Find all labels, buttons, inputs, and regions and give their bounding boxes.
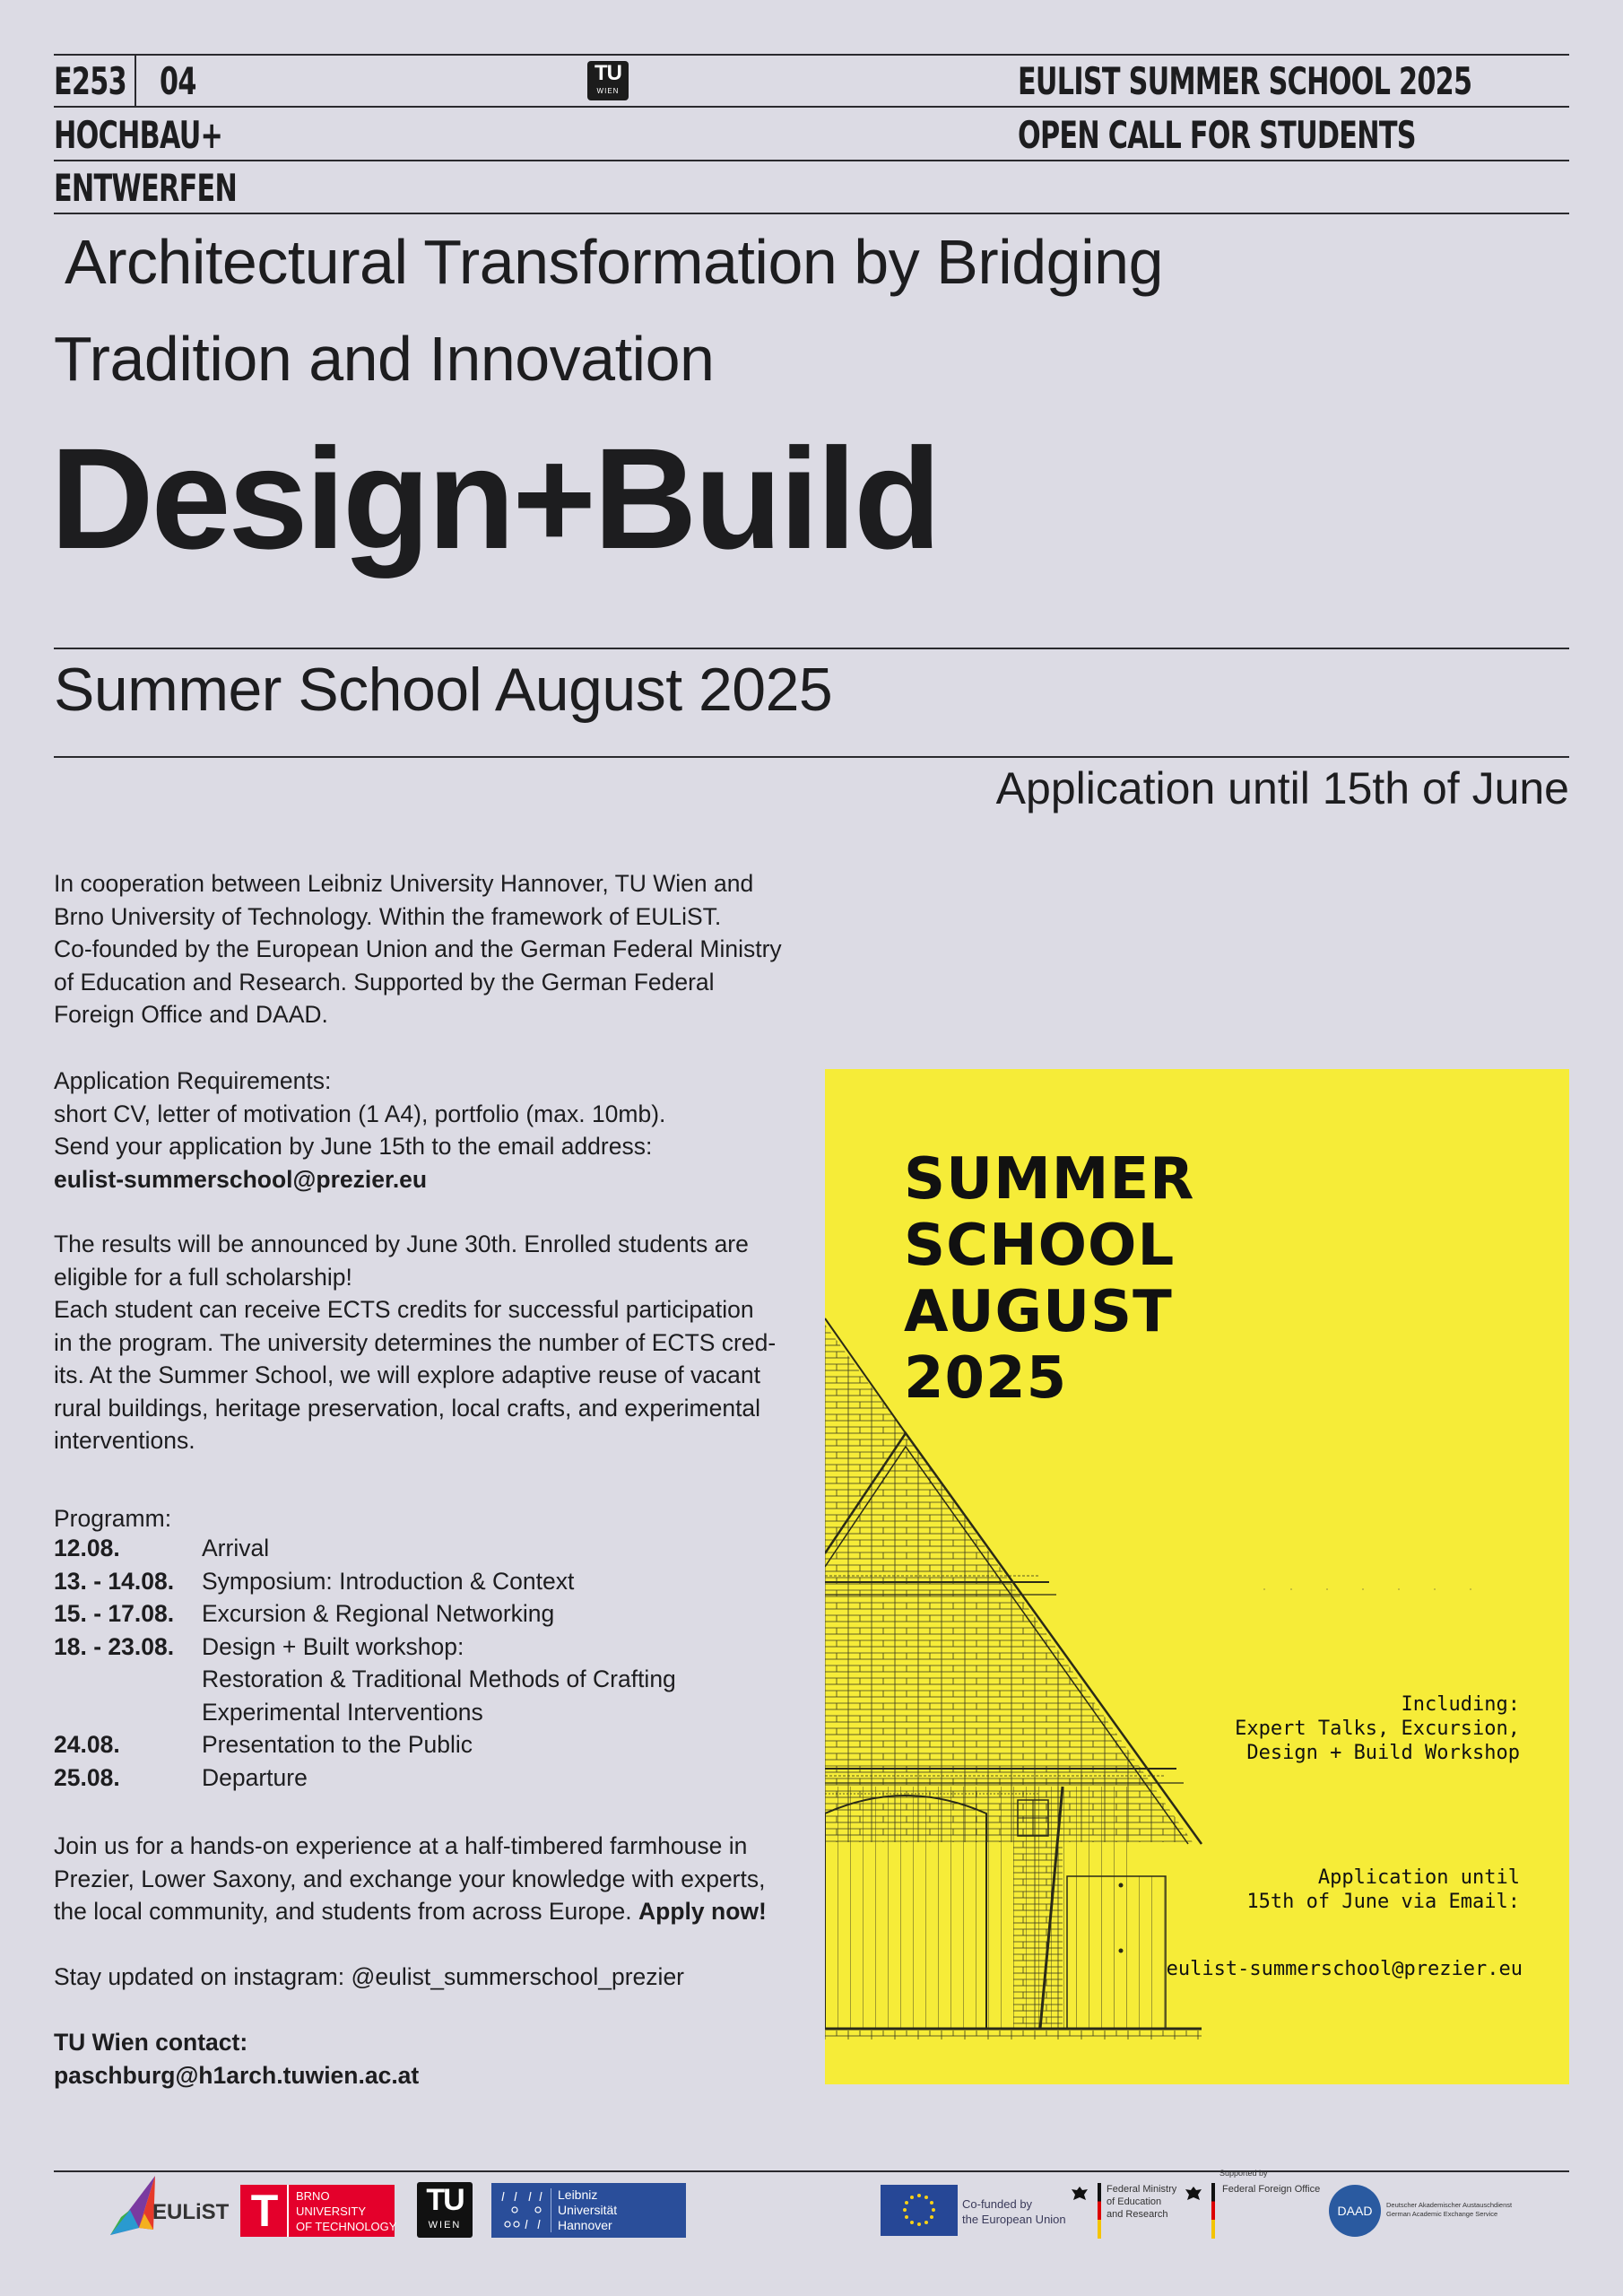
poster-email: eulist-summerschool@prezier.eu — [1166, 1958, 1523, 1980]
join-paragraph — [54, 1830, 767, 1928]
header-rule-2 — [54, 106, 1569, 108]
bmbf-logo-line: of Education — [1107, 2196, 1162, 2207]
course-number: 04 — [160, 59, 196, 103]
ffo-logo-text: Federal Foreign Office — [1222, 2184, 1321, 2195]
programme-date: 13. - 14.08. — [54, 1568, 175, 1595]
farmhouse-drawing — [825, 1069, 1569, 2084]
eu-flag-icon — [881, 2185, 958, 2236]
brno-logo-mark: T — [250, 2186, 279, 2236]
programme-date: 24.08. — [54, 1731, 120, 1758]
results-line: in the program. The university determines the number of ECTS cred- — [54, 1328, 777, 1356]
poster-title-line: SUMMER — [904, 1146, 1195, 1213]
eu-logo-line: the European Union — [962, 2213, 1066, 2226]
title-rule-2 — [54, 756, 1569, 758]
summer-school-heading: Summer School August 2025 — [54, 656, 833, 724]
programme-date: 25.08. — [54, 1764, 120, 1791]
bmbf-flag-stripe — [1098, 2183, 1101, 2239]
intro-paragraph — [54, 867, 782, 1031]
event-title: EULIST SUMMER SCHOOL 2025 — [1018, 59, 1472, 103]
brno-logo-divider — [287, 2185, 289, 2237]
join-line: Prezier, Lower Saxony, and exchange your knowledge with experts, — [54, 1865, 766, 1892]
header-rule-4 — [54, 213, 1569, 214]
eu-logo-text — [962, 2196, 1066, 2227]
leibniz-logo-text — [558, 2187, 617, 2233]
programme-desc: Presentation to the Public — [202, 1731, 473, 1758]
eu-logo-line: Co-funded by — [962, 2197, 1033, 2211]
join-line: the local community, and students from across Europe. — [54, 1898, 632, 1925]
join-line: Join us for a hands-on experience at a half-timbered farmhouse in — [54, 1832, 748, 1859]
programme-desc: Experimental Interventions — [202, 1699, 483, 1726]
tu-footer-subtext: WIEN — [428, 2220, 462, 2231]
contact-block — [54, 2026, 419, 2092]
tu-wien-logo — [587, 61, 629, 100]
programme-date: 12.08. — [54, 1535, 120, 1561]
brno-logo-line: UNIVERSITY — [296, 2205, 367, 2218]
header-rule-top — [54, 54, 1569, 56]
daad-logo-line: German Academic Exchange Service — [1386, 2210, 1498, 2218]
event-subtitle: OPEN CALL FOR STUDENTS — [1018, 113, 1416, 157]
daad-logo-mark: DAAD — [1329, 2185, 1381, 2237]
course-code: E253 — [54, 59, 126, 103]
poster-including-line: Design + Build Workshop — [1246, 1742, 1520, 1764]
ffo-flag-stripe — [1211, 2183, 1215, 2239]
join-line-last — [54, 1895, 767, 1928]
eagle-icon — [1184, 2185, 1203, 2205]
instagram-line[interactable]: Stay updated on instagram: @eulist_summerschool_prezier — [54, 1963, 685, 1990]
programme-desc: Symposium: Introduction & Context — [202, 1568, 575, 1595]
ffo-eagle-icon — [1184, 2185, 1203, 2205]
leibniz-logo — [491, 2183, 686, 2238]
requirements-paragraph — [54, 1065, 665, 1196]
programme-desc: Restoration & Traditional Methods of Crafting — [202, 1665, 676, 1692]
tu-logo-text: TU — [595, 61, 621, 85]
contact-email-link[interactable]: paschburg@h1arch.tuwien.ac.at — [54, 2061, 420, 2089]
bmbf-logo-text — [1107, 2183, 1176, 2221]
footer-rule — [54, 2170, 1569, 2172]
leibniz-logo-line: Leibniz — [558, 2187, 598, 2202]
poster-apply-line: Application until — [1317, 1866, 1520, 1889]
bmbf-logo-line: Federal Ministry — [1107, 2184, 1177, 2195]
title-line-2: Tradition and Innovation — [54, 324, 715, 394]
poster-title-line: AUGUST — [904, 1279, 1173, 1345]
intro-line: Co-founded by the European Union and the German Federal Ministry — [54, 935, 782, 962]
poster-including — [1235, 1692, 1520, 1765]
programme-heading: Programm: — [54, 1505, 172, 1532]
daad-logo-line: Deutscher Akademischer Austauschdienst — [1386, 2201, 1513, 2209]
intro-line: of Education and Research. Supported by the German Federal — [54, 968, 715, 996]
requirements-line: Send your application by June 15th to the email address: — [54, 1133, 653, 1160]
leibniz-binary-icon — [497, 2188, 551, 2232]
eu-stars-icon — [881, 2185, 958, 2236]
programme-desc: Arrival — [202, 1535, 270, 1561]
brno-logo-line: OF TECHNOLOGY — [296, 2220, 397, 2233]
apply-now-cta: Apply now! — [638, 1898, 767, 1925]
leibniz-logo-line: Hannover — [558, 2218, 612, 2232]
results-line: its. At the Summer School, we will explore adaptive reuse of vacant — [54, 1361, 761, 1388]
leibniz-logo-line: Universität — [558, 2203, 618, 2217]
ffo-supported-label: Supported by — [1219, 2169, 1268, 2178]
results-line: interventions. — [54, 1427, 195, 1454]
intro-line: Brno University of Technology. Within the framework of EULiST. — [54, 902, 722, 930]
brno-logo — [240, 2185, 395, 2237]
leibniz-logo-mark — [497, 2188, 551, 2232]
intro-line: Foreign Office and DAAD. — [54, 1001, 328, 1028]
poster-including-line: Including: — [1401, 1693, 1520, 1716]
summer-school-poster — [825, 1069, 1569, 2084]
brno-logo-text — [296, 2188, 396, 2234]
eagle-icon — [1070, 2185, 1089, 2205]
results-paragraph — [54, 1228, 776, 1457]
brno-logo-line: BRNO — [296, 2189, 330, 2203]
poster-apply — [1246, 1866, 1520, 1914]
intro-line: In cooperation between Leibniz University Hannover, TU Wien and — [54, 870, 754, 897]
poster-apply-line: 15th of June via Email: — [1246, 1891, 1520, 1913]
eulist-logo-text: EULiST — [152, 2200, 230, 2224]
programme-desc: Departure — [202, 1764, 308, 1791]
results-line: eligible for a full scholarship! — [54, 1263, 352, 1291]
department-line-1: HOCHBAU+ — [54, 113, 223, 157]
tu-footer-text: TU — [426, 2183, 464, 2217]
poster-including-line: Expert Talks, Excursion, — [1235, 1718, 1520, 1740]
title-rule-1 — [54, 648, 1569, 649]
department-line-2: ENTWERFEN — [54, 166, 238, 210]
programme-date: 18. - 23.08. — [54, 1633, 175, 1660]
results-line: The results will be announced by June 30th. Enrolled students are — [54, 1231, 749, 1257]
poster-title-line: SCHOOL — [904, 1213, 1176, 1279]
title-line-1: Architectural Transformation by Bridging — [65, 227, 1163, 297]
requirements-line: short CV, letter of motivation (1 A4), portfolio (max. 10mb). — [54, 1100, 666, 1127]
tu-wien-footer-logo — [417, 2182, 473, 2238]
header-divider — [135, 54, 136, 106]
header-rule-3 — [54, 160, 1569, 161]
hero-title: Design+Build — [50, 418, 939, 578]
programme-desc: Excursion & Regional Networking — [202, 1600, 555, 1627]
bmbf-eagle-icon — [1070, 2185, 1089, 2205]
programme-desc: Design + Built workshop: — [202, 1633, 464, 1660]
bmbf-logo-line: and Research — [1107, 2209, 1168, 2220]
results-line: Each student can receive ECTS credits for successful participation — [54, 1296, 754, 1323]
contact-heading: TU Wien contact: — [54, 2029, 248, 2056]
tu-logo-subtext: WIEN — [596, 87, 620, 95]
programme-date: 15. - 17.08. — [54, 1600, 175, 1627]
results-line: rural buildings, heritage preservation, local crafts, and experimental — [54, 1394, 761, 1422]
requirements-heading: Application Requirements: — [54, 1067, 332, 1094]
application-deadline: Application until 15th of June — [995, 763, 1569, 813]
application-email-link[interactable]: eulist-summerschool@prezier.eu — [54, 1165, 428, 1193]
daad-logo-text — [1386, 2201, 1512, 2219]
poster-title-line: 2025 — [904, 1345, 1068, 1412]
